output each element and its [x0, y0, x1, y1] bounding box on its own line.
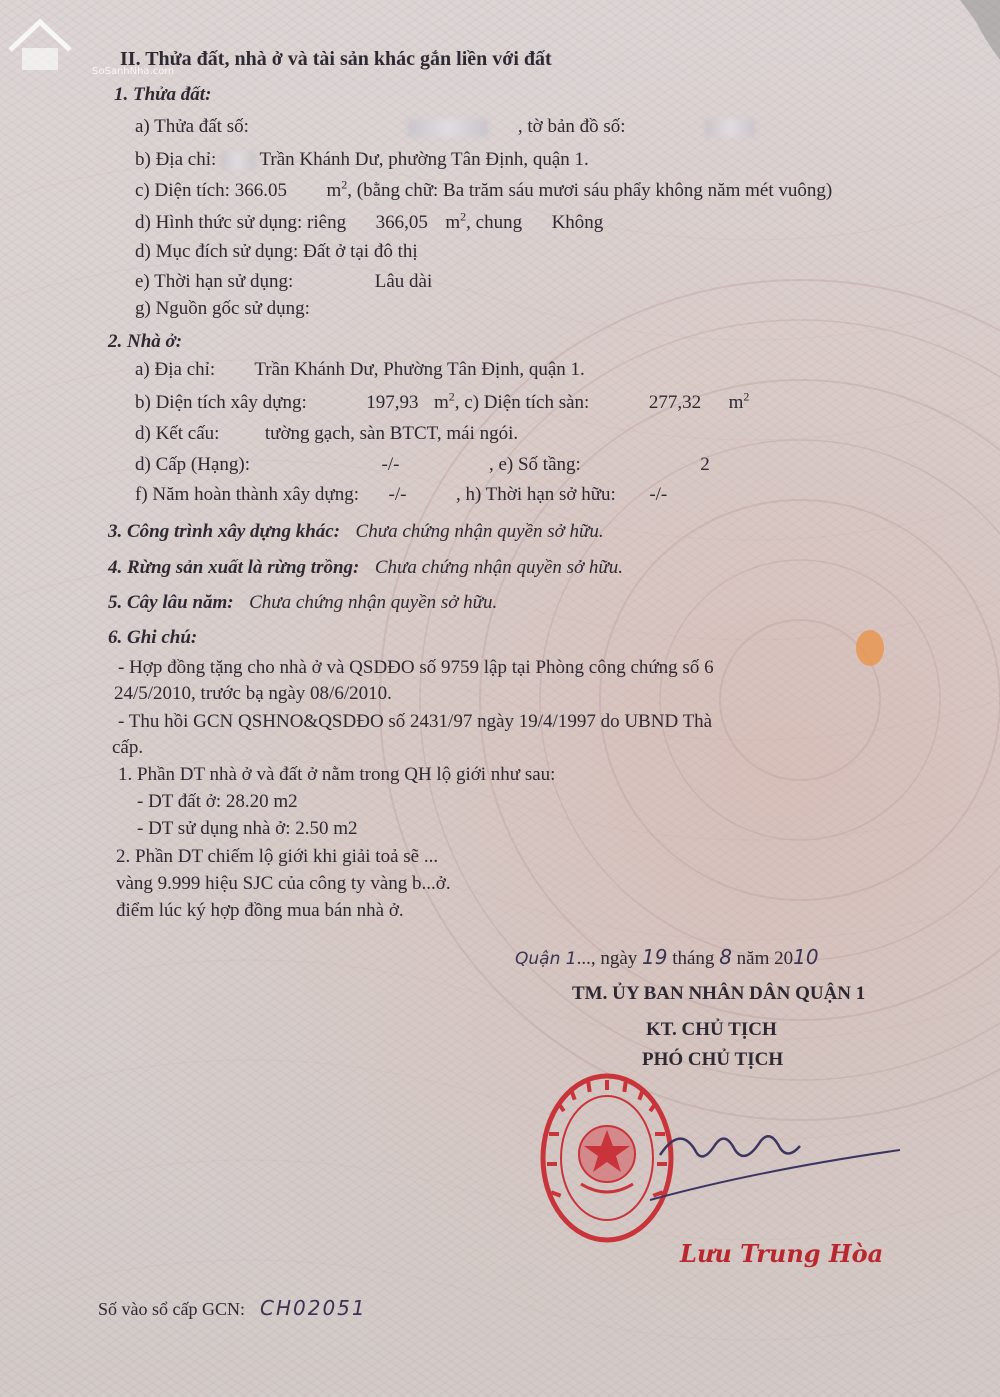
- note-line: vàng 9.999 hiệu SJC của công ty vàng b...ở.: [116, 873, 451, 894]
- perennial-value: Chưa chứng nhận quyền sở hữu.: [249, 592, 498, 613]
- grade-label: d) Cấp (Hạng):: [135, 454, 251, 475]
- purpose-label: d) Mục đích sử dụng:: [135, 241, 299, 262]
- usage-form-row: [135, 209, 604, 234]
- plot-number-row: [135, 116, 755, 138]
- issuer-subrole: PHÓ CHỦ TỊCH: [642, 1049, 784, 1070]
- note-line: - DT sử dụng nhà ở: 2.50 m2: [137, 818, 358, 839]
- build-area-value: 197,93: [366, 392, 419, 413]
- floors-label: , e) Số tầng:: [488, 454, 581, 475]
- land-area-unit: m: [326, 180, 342, 201]
- build-area-label: b) Diện tích xây dựng:: [135, 392, 307, 413]
- watermark-logo: [0, 0, 175, 100]
- note-line: 24/5/2010, trước bạ ngày 08/6/2010.: [114, 683, 392, 704]
- squared-superscript: 2: [448, 389, 455, 404]
- issuer-org: TM. ỦY BAN NHÂN DÂN QUẬN 1: [572, 983, 866, 1004]
- origin-label: g) Nguồn gốc sử dụng:: [135, 298, 310, 319]
- plot-number-label: a) Thửa đất số:: [135, 116, 249, 137]
- structure-value: tường gạch, sàn BTCT, mái ngói.: [264, 423, 519, 444]
- place-handwritten: Quận 1: [515, 949, 577, 969]
- other-works-heading: 3. Công trình xây dựng khác:: [108, 521, 341, 542]
- house-address-value: Trần Khánh Dư, Phường Tân Định, quận 1.: [254, 359, 585, 380]
- date-year-suffix: 10: [793, 945, 819, 969]
- usage-shared-label: , chung: [466, 212, 523, 233]
- date-prefix: ..., ngày: [576, 948, 638, 969]
- floors-value: 2: [700, 454, 710, 475]
- structure-row: [135, 423, 518, 445]
- date-month: 8: [719, 945, 732, 969]
- grade-row: [135, 454, 710, 476]
- other-works-row: [108, 521, 604, 543]
- land-heading: 1. Thửa đất:: [114, 84, 212, 105]
- forest-value: Chưa chứng nhận quyền sở hữu.: [374, 557, 623, 578]
- floor-area-value: 277,32: [648, 392, 702, 413]
- redacted-map-number: [705, 119, 755, 137]
- watermark-site: SoSanhNha.com: [92, 66, 175, 77]
- grade-value: -/-: [381, 454, 400, 475]
- origin-row: [135, 298, 310, 320]
- house-address-row: [135, 359, 585, 381]
- map-number-label: , tờ bản đồ số:: [517, 116, 626, 137]
- land-area-label: c) Diện tích: 366.05: [135, 180, 287, 201]
- registry-row: [98, 1297, 367, 1320]
- redacted-house-number: [221, 152, 255, 170]
- floor-area-unit: m: [728, 392, 744, 413]
- redacted-plot-number: [408, 119, 488, 137]
- year-label: f) Năm hoàn thành xây dựng:: [135, 484, 359, 505]
- note-line: 2. Phần DT chiếm lộ giới khi giải toả sẽ ...: [116, 846, 439, 867]
- structure-label: d) Kết cấu:: [135, 423, 220, 444]
- date-year-label: năm 20: [736, 948, 794, 969]
- year-row: [135, 484, 667, 506]
- purpose-row: [135, 241, 418, 263]
- house-heading: 2. Nhà ở:: [108, 331, 183, 352]
- build-area-unit: m: [434, 392, 449, 413]
- squared-superscript: 2: [460, 209, 467, 224]
- ownership-value: -/-: [649, 484, 668, 505]
- usage-shared-value: Không: [551, 212, 604, 233]
- squared-superscript: 2: [341, 177, 348, 192]
- date-row: [515, 946, 819, 970]
- term-label: e) Thời hạn sử dụng:: [135, 271, 294, 292]
- forest-heading: 4. Rừng sản xuất là rừng trồng:: [108, 557, 360, 578]
- purpose-value: Đất ở tại đô thị: [303, 241, 418, 262]
- perennial-row: [108, 592, 497, 614]
- note-line: - Hợp đồng tặng cho nhà ở và QSDĐO số 9759 lập tại Phòng công chứng số 6: [118, 657, 714, 678]
- house-logo-icon: [0, 0, 100, 80]
- land-address-value: Trần Khánh Dư, phường Tân Định, quận 1.: [259, 149, 589, 170]
- note-line: - DT đất ở: 28.20 m2: [137, 791, 298, 812]
- date-day: 19: [642, 945, 668, 969]
- issuer-role: KT. CHỦ TỊCH: [646, 1019, 777, 1040]
- squared-superscript: 2: [743, 389, 750, 404]
- note-line: - Thu hồi GCN QSHNO&QSDĐO số 2431/97 ngày 19/4/1997 do UBND Thà: [118, 711, 713, 732]
- term-row: [135, 271, 432, 293]
- ownership-label: , h) Thời hạn sở hữu:: [455, 484, 616, 505]
- usage-private-value: 366,05: [375, 212, 428, 233]
- forest-row: [108, 557, 623, 579]
- note-line: cấp.: [112, 737, 144, 758]
- land-area-row: [135, 177, 833, 202]
- usage-unit: m: [445, 212, 461, 233]
- build-area-row: [135, 389, 750, 414]
- section-title: II. Thửa đất, nhà ở và tài sản khác gắn liền với đất: [120, 48, 552, 70]
- notes-heading: 6. Ghi chú:: [108, 627, 198, 648]
- note-line: điểm lúc ký hợp đồng mua bán nhà ở.: [116, 900, 404, 921]
- signer-name: Lưu Trung Hòa: [680, 1239, 884, 1268]
- house-address-label: a) Địa chỉ:: [135, 359, 216, 380]
- usage-form-label: d) Hình thức sử dụng: riêng: [135, 212, 347, 233]
- note-line: 1. Phần DT nhà ở và đất ở nằm trong QH lộ giới như sau:: [118, 764, 556, 785]
- land-address-label: b) Địa chỉ:: [135, 149, 217, 170]
- other-works-value: Chưa chứng nhận quyền sở hữu.: [355, 521, 604, 542]
- perennial-heading: 5. Cây lâu năm:: [108, 592, 234, 613]
- land-address-row: [135, 149, 589, 171]
- term-value: Lâu dài: [374, 271, 433, 292]
- land-area-words: , (bằng chữ: Ba trăm sáu mươi sáu phẩy không năm mét vuông): [347, 180, 833, 201]
- registry-value: CH02051: [260, 1296, 367, 1320]
- date-month-label: tháng: [672, 948, 715, 969]
- registry-label: Số vào sổ cấp GCN:: [98, 1299, 245, 1319]
- year-value: -/-: [388, 484, 407, 505]
- handwritten-signature: [640, 1120, 920, 1230]
- floor-area-label: , c) Diện tích sàn:: [454, 392, 590, 413]
